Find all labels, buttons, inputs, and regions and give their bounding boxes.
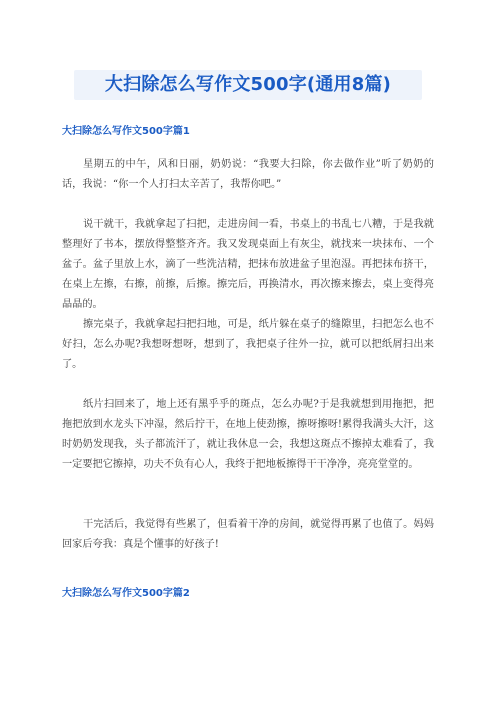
document-title: 大扫除怎么写作文500字(通用8篇) bbox=[104, 74, 392, 95]
section-heading-1: 大扫除怎么写作文500字篇1 bbox=[62, 126, 190, 137]
paragraph-5: 干完活后，我觉得有些累了，但看着干净的房间，就觉得再累了也值了。妈妈回家后夸我：真是个懂事的好孩子! bbox=[62, 519, 434, 551]
paragraph-2: 说干就干，我就拿起了扫把，走进房间一看，书桌上的书乱七八糟，于是我就整理好了书本，摆放得整整齐齐。我又发现桌面上有灰尘，就找来一块抹布、一个盆子。盆子里放上水，滴了一些洗洁精，把抹布放进盆子里泡湿。再把抹布挤干，在桌上左擦，右擦，前擦，后擦。擦完后，再换清水，再次擦来擦去，桌上变得亮晶晶的。 bbox=[62, 219, 434, 311]
paragraph-3: 擦完桌子，我就拿起扫把扫地，可是，纸片躲在桌子的缝隙里，扫把怎么也不好扫，怎么办呢?我想呀想呀，想到了，我把桌子往外一拉，就可以把纸屑扫出来了。 bbox=[62, 319, 434, 371]
paragraph-4: 纸片扫回来了，地上还有黑乎乎的斑点，怎么办呢?于是我就想到用拖把，把拖把放到水龙头下冲湿，然后拧干，在地上使劲擦，擦呀擦呀!累得我满头大汗，这时奶奶发现我，头子都流汗了，就让我休息一会，我想这斑点不擦掉太难看了，我一定要把它擦掉，功夫不负有心人，我终于把地板擦得干干净净，亮亮堂堂的。 bbox=[62, 399, 434, 471]
paragraph-1: 星期五的中午，风和日丽，奶奶说：“我要大扫除，你去做作业”听了奶奶的话，我说：“你一个人打扫太辛苦了，我帮你吧。” bbox=[62, 159, 434, 191]
section-heading-2: 大扫除怎么写作文500字篇2 bbox=[62, 588, 190, 599]
